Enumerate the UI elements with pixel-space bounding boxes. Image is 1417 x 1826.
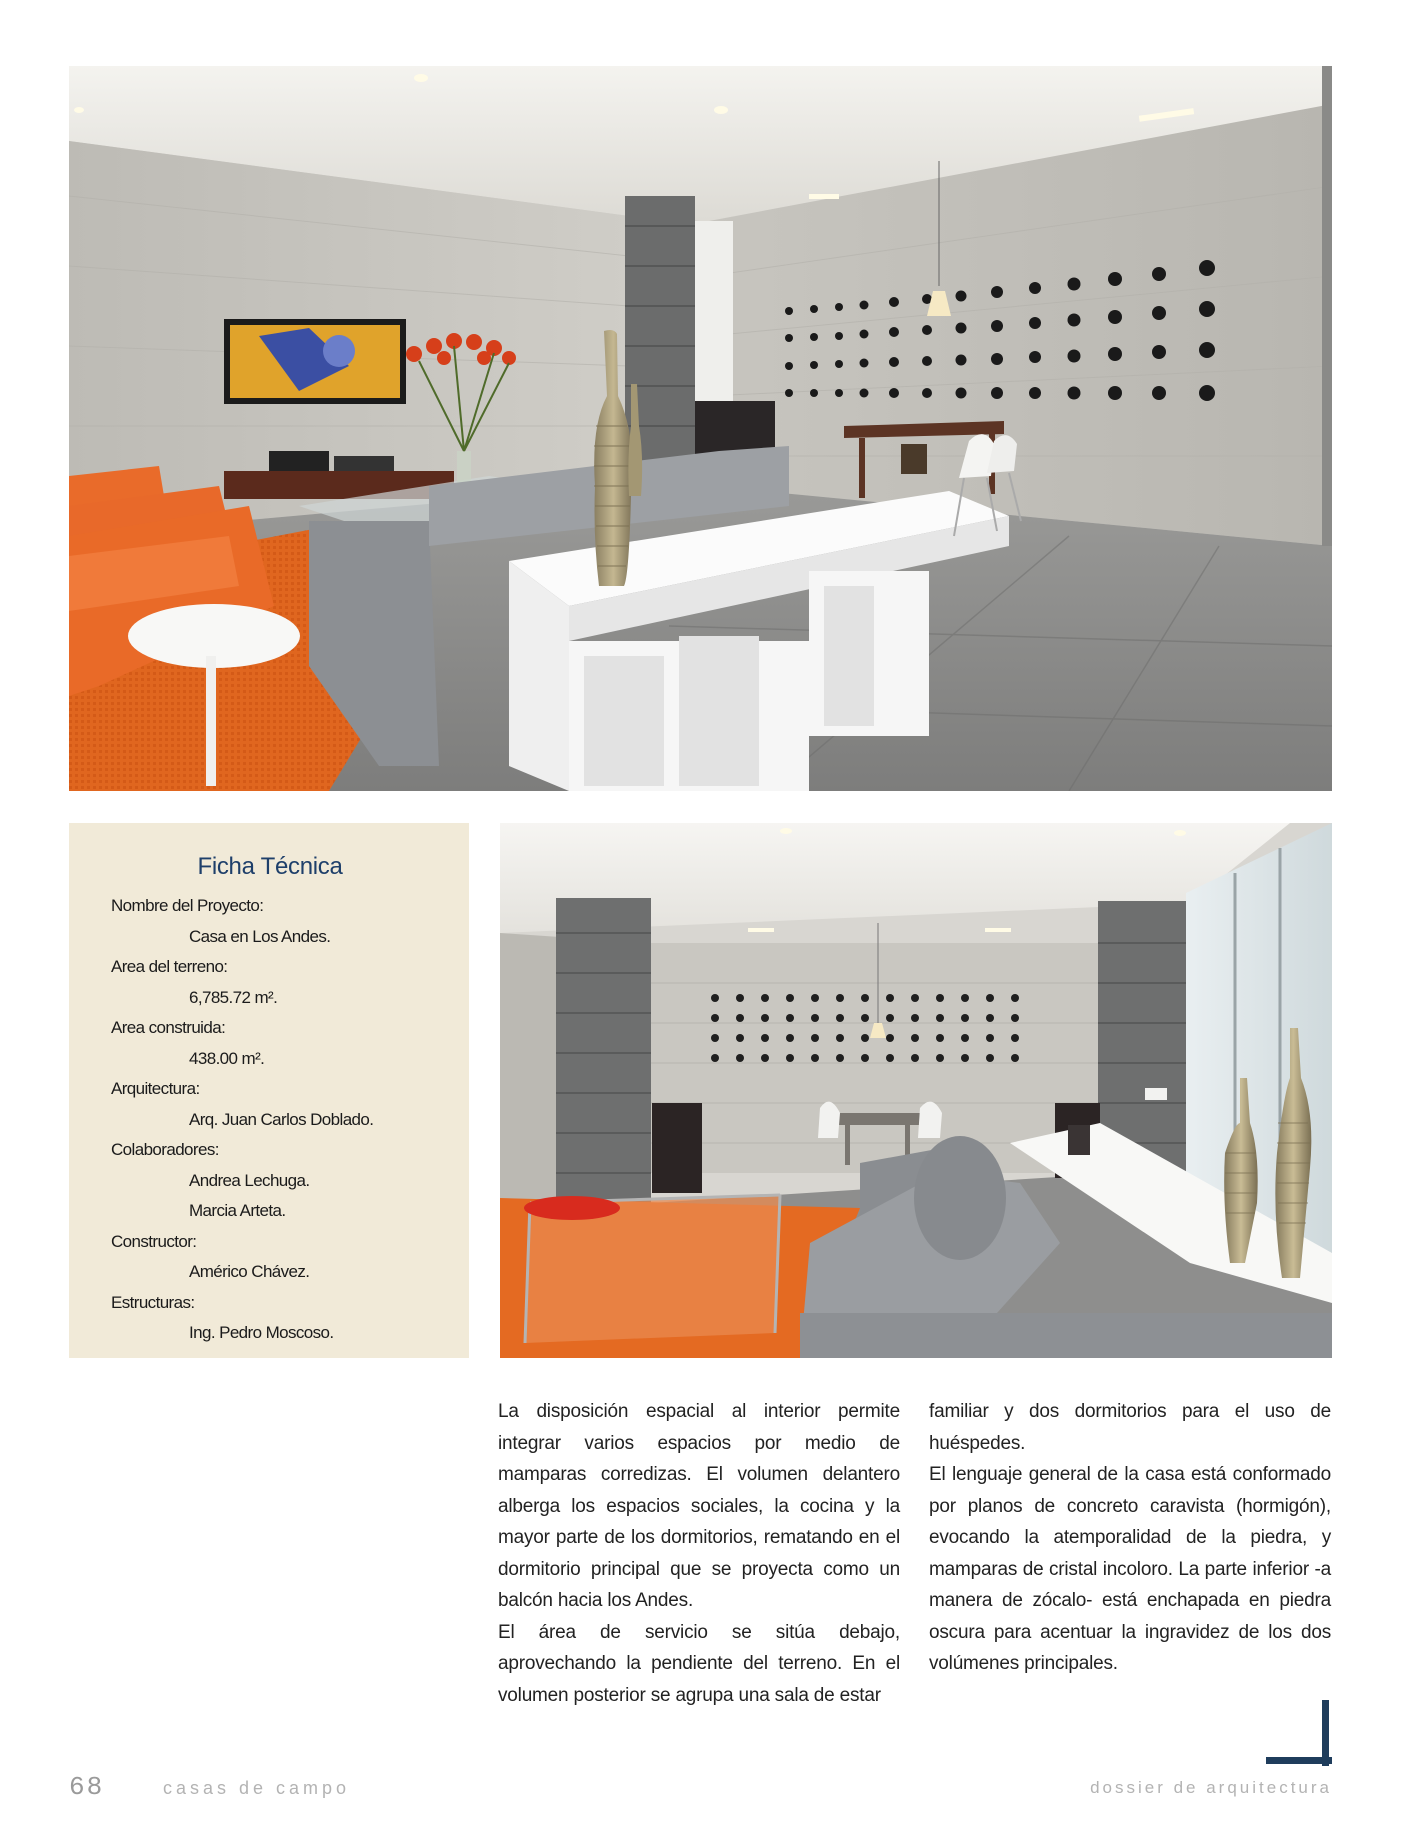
dining-area-photo [500,823,1332,1358]
corner-bracket-icon [1266,1700,1332,1766]
label-arquitectura: Arquitectura: [111,1079,200,1098]
page-number: 68 [69,1772,105,1802]
value-arquitectura: Arq. Juan Carlos Doblado. [189,1109,374,1129]
magazine-name: casas de campo [163,1778,351,1798]
value-constructor: Américo Chávez. [189,1262,310,1281]
paragraph: familiar y dos dormitorios para el uso de huéspedes. [929,1401,1331,1454]
section-name: dossier de arquitectura [1090,1778,1332,1797]
paragraph: El área de servicio se sitúa debajo, aprovechando la pendiente del terreno. En el volumen posterior se agrupa una sala de estar [498,1621,900,1706]
value-area-construida: 438.00 m². [189,1048,265,1068]
body-column-1 [498,1396,900,1711]
label-constructor: Constructor: [111,1231,197,1251]
paragraph: La disposición espacial al interior permite integrar varios espacios por medio de mamparas corredizas. El volumen delantero alberga los espacios sociales, la cocina y la mayor parte de los dormitorios, rematando en el dormitorio principal que se proyecta como un balcón hacia los Andes. [498,1401,900,1611]
body-column-2 [929,1396,1331,1680]
value-estructuras: Ing. Pedro Moscoso. [189,1323,334,1342]
ficha-tecnica-box [69,823,469,1358]
ficha-title: Ficha Técnica [197,853,343,880]
value-area-terreno: 6,785.72 m². [189,987,278,1007]
paragraph: El lenguaje general de la casa está conformado por planos de concreto caravista (hormigón), evocando la atemporalidad de la piedra, y mamparas de cristal incoloro. La parte inferior -a manera de zócalo- está enchapada en piedra oscura para acentuar la ingravidez de los dos volúmenes principales. [929,1464,1331,1674]
label-area-terreno: Area del terreno: [111,957,228,976]
living-room-photo [69,66,1332,791]
label-area-construida: Area construida: [111,1018,226,1037]
label-colaboradores: Colaboradores: [111,1140,219,1159]
value-colaborador-2: Marcia Arteta. [189,1201,286,1220]
value-colaborador-1: Andrea Lechuga. [189,1170,310,1190]
label-nombre-proyecto: Nombre del Proyecto: [111,896,264,915]
label-estructuras: Estructuras: [111,1292,195,1312]
value-nombre-proyecto: Casa en Los Andes. [189,926,331,946]
